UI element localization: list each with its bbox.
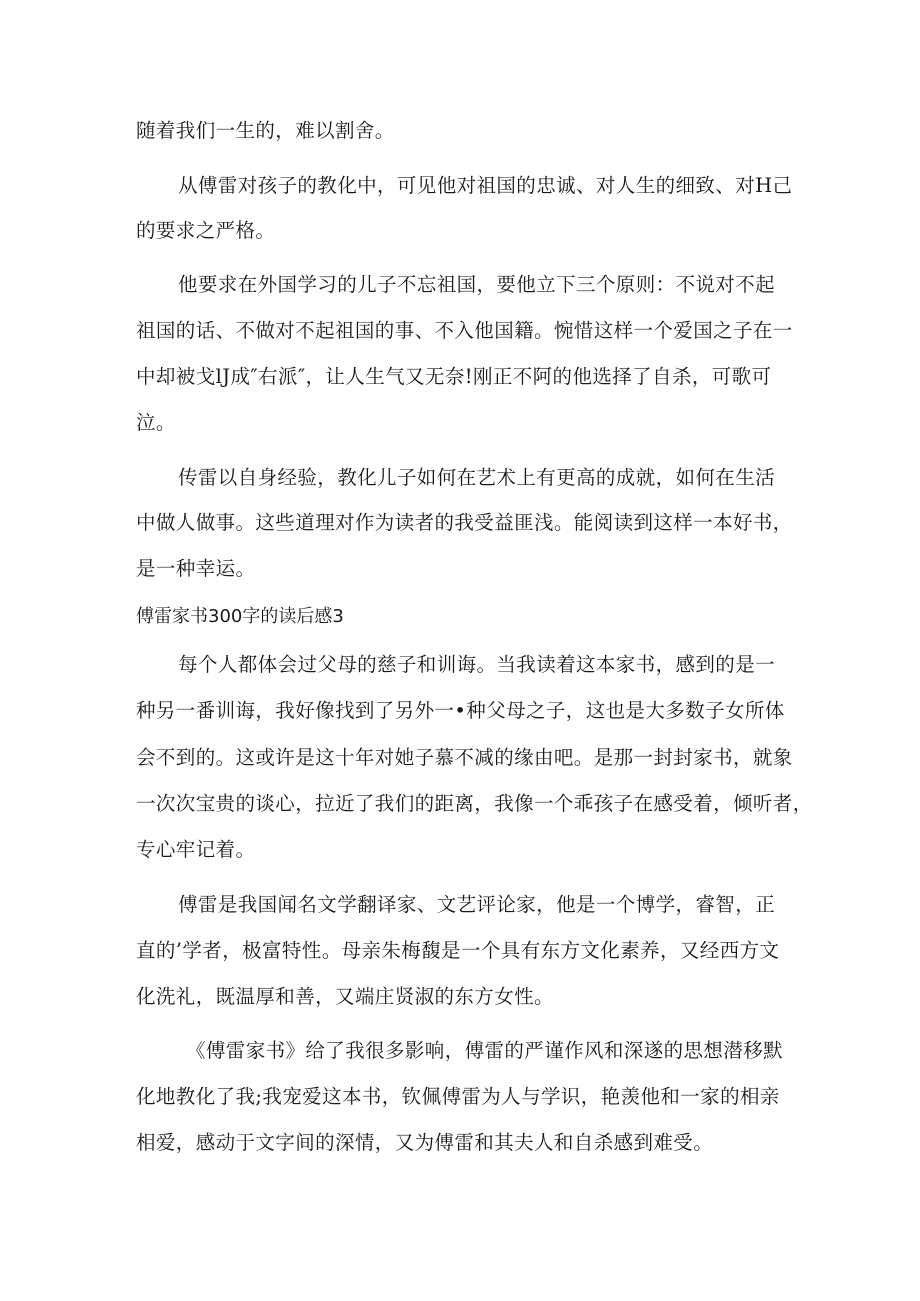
text-line: 一次次宝贵的谈心，拉近了我们的距离，我像一个乖孩子在感受着，倾听者， <box>136 792 813 815</box>
text-line: 种另一番训诲，我好像找到了另外一•种父母之子，这也是大多数子女所体 <box>136 699 785 722</box>
text-line: 的要求之严格。 <box>136 219 276 242</box>
paragraph-first-line: 他要求在外国学习的儿子不忘祖国，要他立下三个原则：不说对不起 <box>178 273 776 296</box>
paragraph-first-line: 传雷以自身经验，教化儿子如何在艺术上有更高的成就，如何在生活 <box>178 466 776 489</box>
text-line: 随着我们一生的，难以割舍。 <box>136 119 395 142</box>
text-line: 相爱，感动于文字间的深情，又为傅雷和其夫人和自杀感到难受。 <box>136 1131 714 1154</box>
text-line: 祖国的话、不做对不起祖国的事、不入他国籍。惋惜这样一个爱国之子在一 <box>136 319 793 342</box>
paragraph-first-line: 傅雷是我国闻名文学翻译家、文艺评论家，他是一个博学，睿智，正 <box>178 893 776 916</box>
text-line: 化洗礼，既温厚和善，又端庄贤淑的东方女性。 <box>136 985 554 1008</box>
text-line: 化地教化了我;我宠爱这本书，钦佩傅雷为人与学识，艳羡他和一家的相亲 <box>136 1085 780 1108</box>
text-line: 中却被戈lJ成″右派″，让人生气又无奈!刚正不阿的他选择了自杀，可歌可 <box>136 365 772 388</box>
paragraph-first-line: 每个人都体会过父母的慈子和训诲。当我读着这本家书，感到的是一 <box>178 653 776 676</box>
text-line: 会不到的。这或许是这十年对她子慕不减的缘由吧。是那一封封家书，就象 <box>136 746 793 769</box>
section-heading: 傅雷家书300字的读后感3 <box>136 606 344 627</box>
text-line: 泣。 <box>136 411 176 434</box>
text-line: 是一种幸运。 <box>136 557 256 580</box>
paragraph-first-line: 《傅雷家书》给了我很多影响，傅雷的严谨作风和深遂的思想潜移默 <box>186 1039 784 1062</box>
paragraph-first-line: 从傅雷对孩子的教化中，可见他对祖国的忠诚、对人生的细致、对H己 <box>178 174 793 197</box>
text-line: 直的’学者，极富特性。母亲朱梅馥是一个具有东方文化素养，又经西方文 <box>136 939 780 962</box>
text-line: 中做人做事。这些道理对作为读者的我受益匪浅。能阅读到这样一本好书， <box>136 511 793 534</box>
text-line: 专心牢记着。 <box>136 838 256 861</box>
